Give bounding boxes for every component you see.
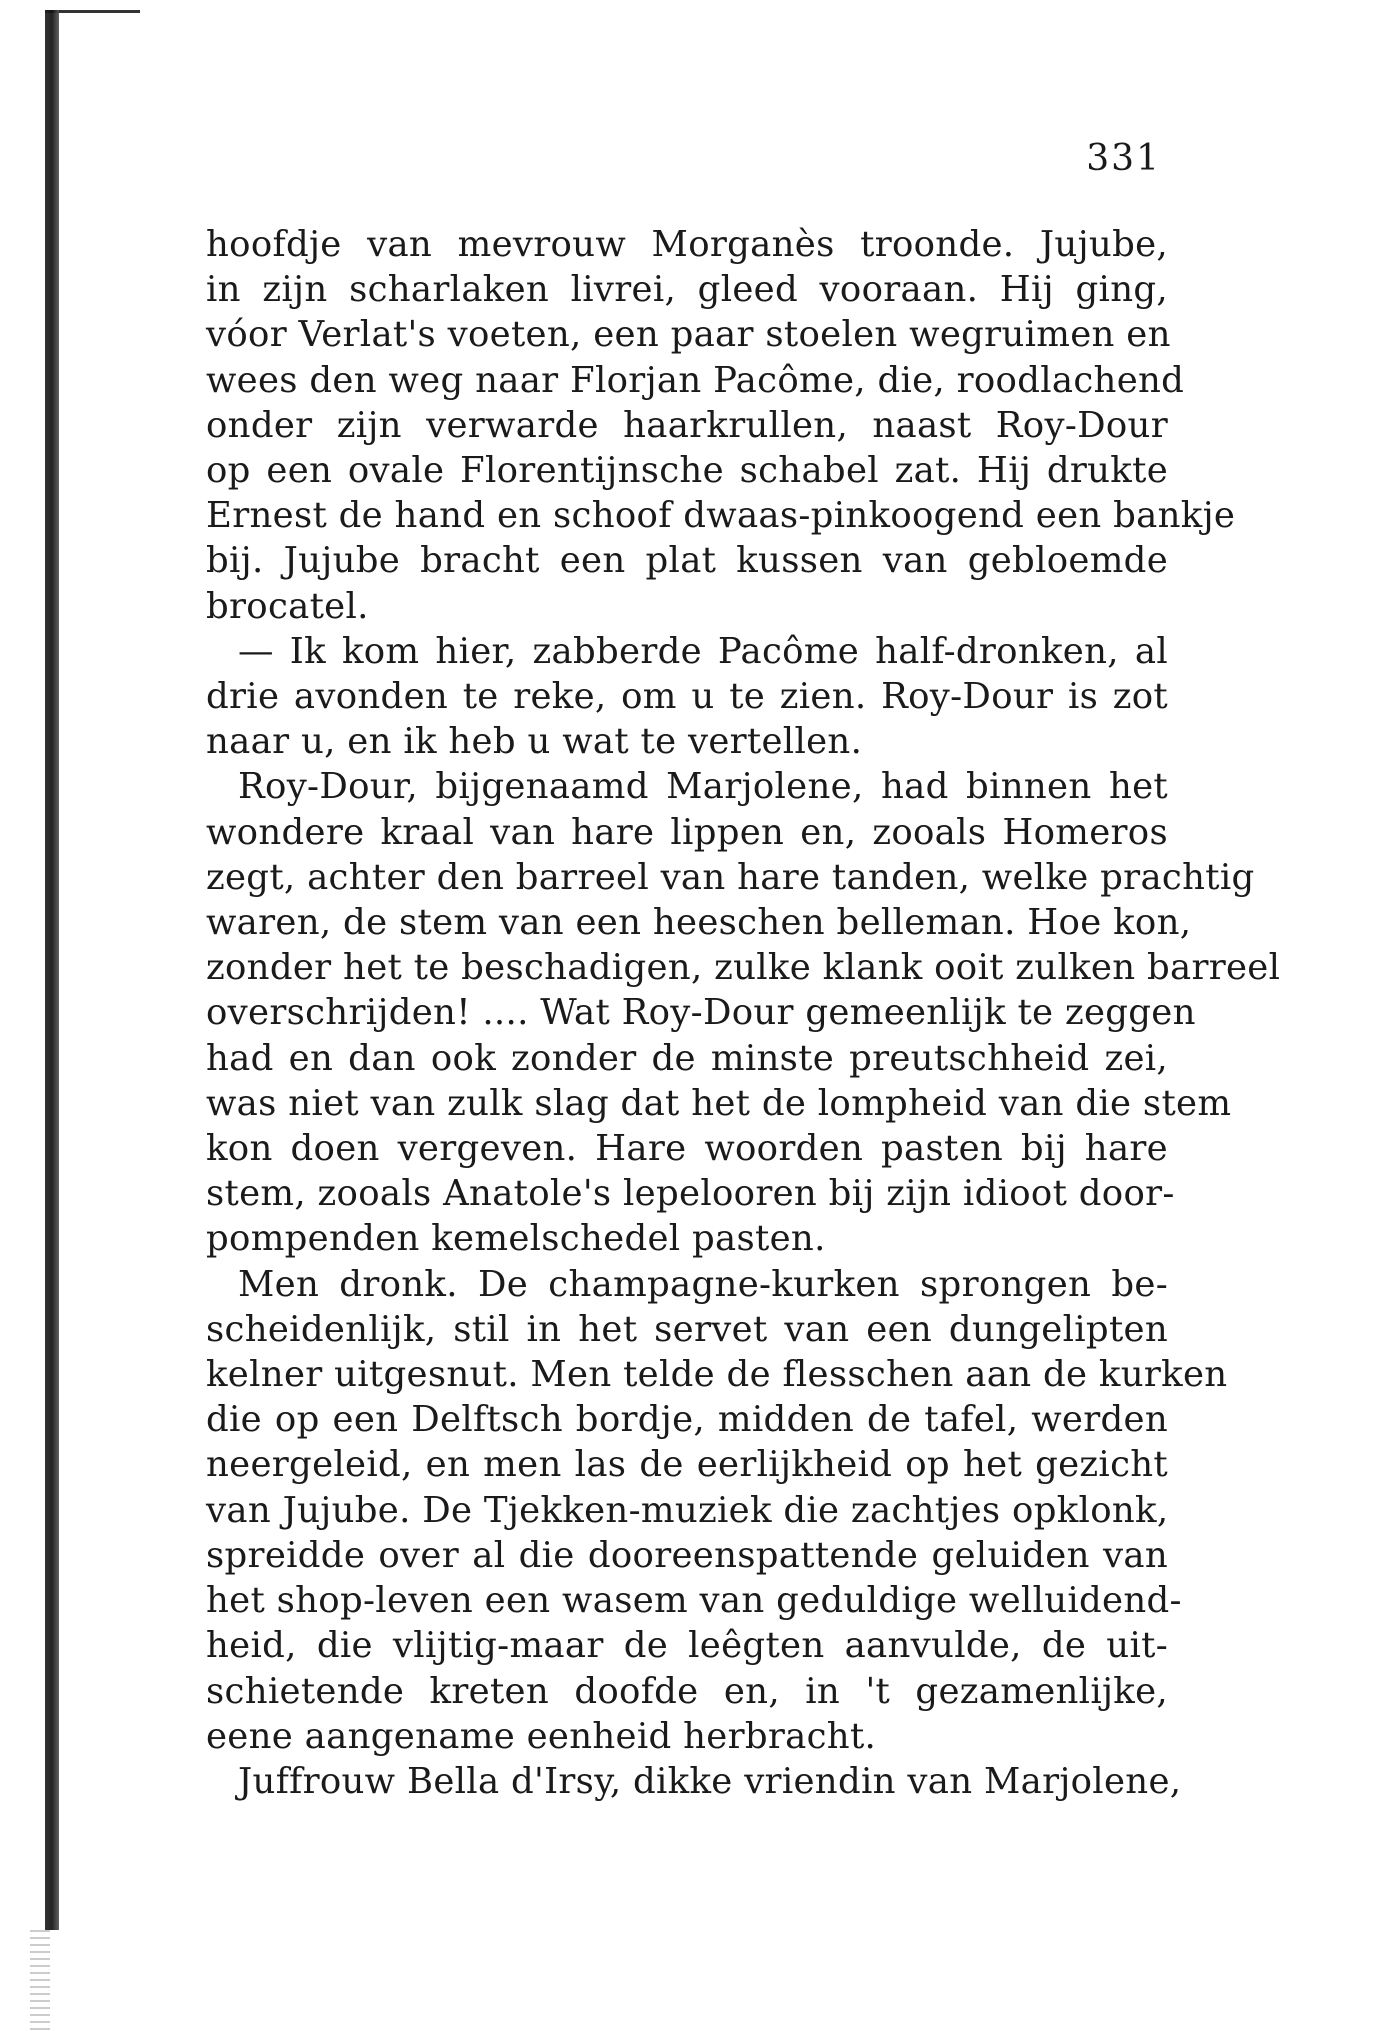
text-line: kelner uitgesnut. Men telde de flesschen aan de kurken (206, 1354, 1228, 1396)
text-line: stem, zooals Anatole's lepelooren bij zijn idioot door- (206, 1173, 1175, 1215)
text-line: wees den weg naar Florjan Pacôme, die, roodlachend (206, 359, 1185, 401)
binding-edge-top (45, 10, 140, 13)
paragraph (206, 1262, 1228, 1759)
text-line: van Jujube. De Tjekken-muziek die zachtjes opklonk, (206, 1489, 1169, 1531)
text-line: heid, die vlijtig-maar de leêgten aanvulde, de uit- (206, 1625, 1168, 1667)
binding-edge (45, 10, 59, 1930)
text-line: Juffrouw Bella d'Irsy, dikke vriendin van Marjolene, (238, 1760, 1182, 1802)
text-line: brocatel. (206, 585, 369, 627)
text-line: het shop-leven een wasem van geduldige welluidend- (206, 1580, 1182, 1622)
binding-edge-fade (30, 1930, 50, 2030)
text-line: pompenden kemelschedel pasten. (206, 1218, 826, 1260)
text-line: kon doen vergeven. Hare woorden pasten bij hare (206, 1128, 1168, 1170)
text-line: Ernest de hand en schoof dwaas-pinkoogend een bankje (206, 495, 1236, 537)
text-line: overschrijden! .... Wat Roy-Dour gemeenlijk te zeggen (206, 992, 1196, 1034)
text-line: eene aangename eenheid herbracht. (206, 1715, 877, 1757)
paragraph (206, 629, 1168, 765)
text-line: was niet van zulk slag dat het de lompheid van die stem (206, 1082, 1232, 1124)
text-line: naar u, en ik heb u wat te vertellen. (206, 721, 863, 763)
text-line: bij. Jujube bracht een plat kussen van gebloemde (206, 540, 1168, 582)
text-line: die op een Delftsch bordje, midden de tafel, werden (206, 1399, 1168, 1441)
text-line: in zijn scharlaken livrei, gleed vooraan. Hij ging, (206, 269, 1168, 311)
text-line: waren, de stem van een heeschen belleman. Hoe kon, (206, 902, 1192, 944)
page-number: 331 (1086, 138, 1161, 179)
text-line: drie avonden te reke, om u te zien. Roy-Dour is zot (206, 676, 1168, 718)
text-line: vóor Verlat's voeten, een paar stoelen wegruimen en (206, 314, 1171, 356)
text-line: schietende kreten doofde en, in 't gezamenlijke, (206, 1670, 1168, 1712)
paragraph (206, 1759, 1182, 1804)
paragraph (206, 764, 1281, 1261)
text-line: spreidde over al die dooreenspattende geluiden van (206, 1534, 1168, 1576)
text-line: hoofdje van mevrouw Morganès troonde. Jujube, (206, 224, 1168, 265)
text-line: zonder het te beschadigen, zulke klank ooit zulken barreel (206, 947, 1281, 989)
text-line: zegt, achter den barreel van hare tanden, welke prachtig (206, 856, 1255, 898)
text-line: Roy-Dour, bijgenaamd Marjolene, had binnen het (238, 766, 1168, 808)
text-line: — Ik kom hier, zabberde Pacôme half-dronken, al (238, 630, 1168, 672)
text-line: had en dan ook zonder de minste preutschheid zei, (206, 1037, 1168, 1079)
text-line: wondere kraal van hare lippen en, zooals Homeros (206, 811, 1168, 853)
text-line: op een ovale Florentijnsche schabel zat. Hij drukte (206, 450, 1168, 492)
text-line: Men dronk. De champagne-kurken sprongen be- (238, 1263, 1168, 1305)
body-text (206, 222, 1281, 1804)
text-line: scheidenlijk, stil in het servet van een dungelipten (206, 1308, 1168, 1350)
paragraph (206, 222, 1236, 629)
text-line: neergeleid, en men las de eerlijkheid op het gezicht (206, 1444, 1168, 1486)
text-line: onder zijn verwarde haarkrullen, naast Roy-Dour (206, 404, 1168, 446)
